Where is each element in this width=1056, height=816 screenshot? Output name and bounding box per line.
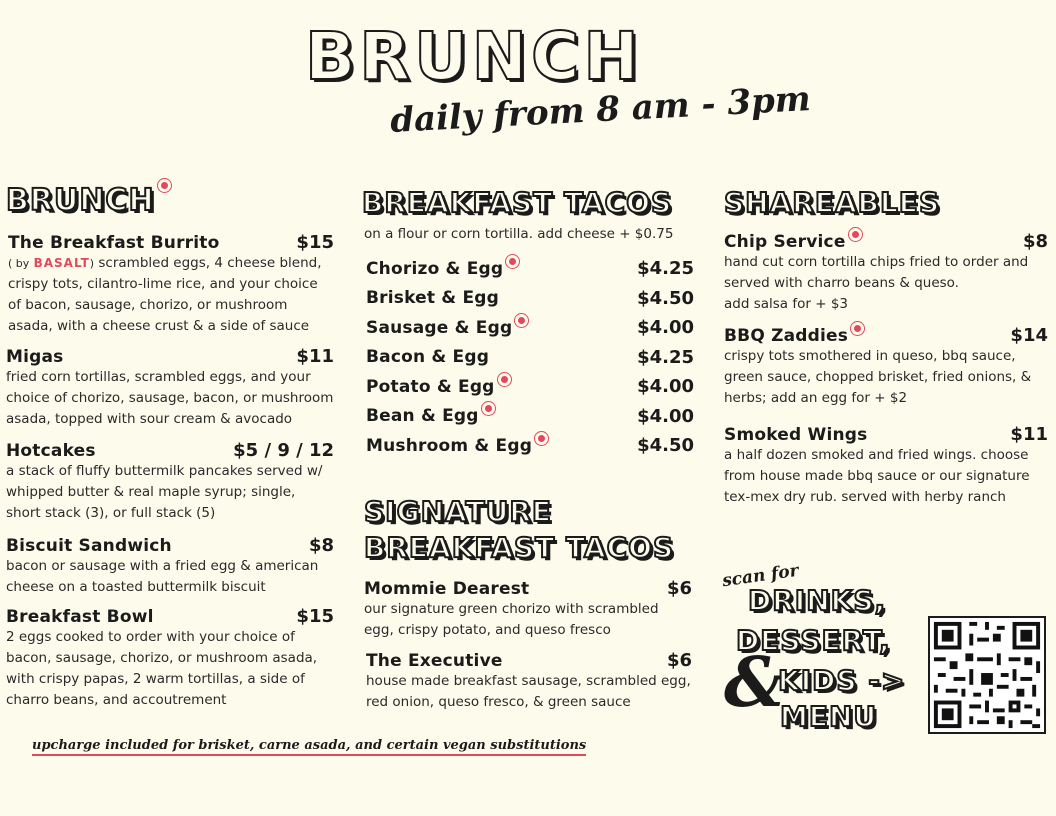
shareables-heading: SHAREABLES [724, 186, 941, 219]
item-description-text: scrambled eggs, 4 cheese blend, crispy tots, cilantro-lime rice, and your choice of bacon, sausage, chorizo, or mushroom asada, with a cheese crust & a side of sauce [8, 255, 322, 334]
item-name: Chip Service [724, 232, 862, 252]
item-extra: add salsa for + $3 [724, 296, 848, 312]
ampersand: & [724, 643, 786, 723]
scan-label: scan for [720, 560, 800, 592]
item-price: $4.00 [637, 405, 694, 427]
item-price: $4.25 [637, 258, 694, 280]
signature-item [364, 578, 692, 641]
flower-icon [515, 314, 528, 327]
item-price: $8 [1022, 231, 1048, 252]
item-description: a half dozen smoked and fried wings. choose from house made bbq sauce or our signature tex-mex dry rub. served with herby ranch [724, 447, 1030, 505]
item-price: $4.00 [637, 376, 694, 398]
item-price: $4.00 [637, 317, 694, 339]
item-name: BBQ Zaddies [724, 326, 864, 346]
item-name: The Breakfast Burrito [8, 233, 220, 253]
item-name: Bacon & Egg [366, 347, 490, 368]
basalt-logo: BASALT [33, 256, 90, 270]
item-name: Migas [6, 347, 64, 367]
item-price: $4.25 [637, 346, 694, 368]
item-price: $6 [666, 578, 692, 599]
item-name: Mommie Dearest [364, 579, 530, 599]
scan-line-dessert: DESSERT, [736, 624, 891, 657]
item-description: bacon or sausage with a fried egg & american cheese on a toasted buttermilk biscuit [6, 558, 319, 595]
tacos-note: on a flour or corn tortilla. add cheese + $0.75 [364, 226, 674, 242]
qr-code[interactable] [928, 616, 1046, 734]
flower-icon [535, 432, 548, 445]
tacos-heading: BREAKFAST TACOS [362, 186, 673, 219]
list-item [366, 372, 694, 402]
signature-item [366, 650, 692, 713]
tacos-list [366, 254, 694, 461]
item-name: Brisket & Egg [366, 288, 500, 309]
item-price: $11 [1010, 424, 1048, 445]
shareable-item [724, 325, 1048, 409]
item-description: a stack of fluffy buttermilk pancakes served w/ whipped butter & real maple syrup; single, short stack (3), or full stack (5) [6, 463, 323, 521]
brunch-item [6, 606, 334, 711]
item-name: The Executive [366, 651, 503, 671]
brunch-item [6, 440, 334, 524]
item-description: crispy tots smothered in queso, bbq sauce, green sauce, chopped brisket, fried onions, & herbs; add an egg for + $2 [724, 348, 1032, 406]
flower-icon [158, 179, 171, 192]
item-price: $5 / 9 / 12 [233, 440, 334, 461]
list-item [366, 343, 694, 373]
item-description: house made breakfast sausage, scrambled egg, red onion, queso fresco, & green sauce [366, 673, 691, 710]
item-description: fried corn tortillas, scrambled eggs, and your choice of chorizo, sausage, bacon, or mushroom asada, topped with sour cream & avocado [6, 369, 334, 427]
item-name: Hotcakes [6, 441, 96, 461]
brunch-item [8, 232, 334, 337]
item-description: 2 eggs cooked to order with your choice of bacon, sausage, chorizo, or mushroom asada, with crispy papas, 2 warm tortillas, a side of charro beans, and accoutrement [6, 629, 318, 708]
list-item [366, 431, 694, 461]
brunch-item [6, 346, 334, 430]
hours-subtitle: daily from 8 am - 3pm [389, 79, 812, 141]
list-item [366, 402, 694, 432]
qr-code-graphic [930, 618, 1044, 732]
item-name: Chorizo & Egg [366, 259, 519, 279]
upcharge-note: upcharge included for brisket, carne asada, and certain vegan substitutions [32, 738, 586, 756]
shareable-item [724, 424, 1048, 508]
by-close: ) [89, 257, 95, 270]
item-name: Smoked Wings [724, 425, 868, 445]
brunch-heading: BRUNCH [6, 183, 171, 218]
list-item [366, 254, 694, 284]
item-name: Bean & Egg [366, 406, 495, 426]
list-item [366, 284, 694, 314]
flower-icon [506, 255, 519, 268]
item-price: $15 [296, 232, 334, 253]
item-description [8, 253, 334, 337]
item-name: Sausage & Egg [366, 318, 528, 338]
list-item [366, 313, 694, 343]
item-description: hand cut corn tortilla chips fried to order and served with charro beans & queso. [724, 254, 1029, 291]
item-price: $6 [666, 650, 692, 671]
flower-icon [498, 373, 511, 386]
signature-heading [364, 494, 674, 566]
item-price: $15 [296, 606, 334, 627]
scan-line-menu: MENU [780, 700, 878, 733]
flower-icon [482, 402, 495, 415]
item-description: our signature green chorizo with scrambled egg, crispy potato, and queso fresco [364, 601, 659, 638]
signature-heading-line2: BREAKFAST TACOS [364, 531, 675, 564]
page-title: BRUNCH [305, 18, 643, 95]
item-name: Breakfast Bowl [6, 607, 154, 627]
item-name: Potato & Egg [366, 377, 511, 397]
shareable-item [724, 231, 1048, 315]
scan-line-drinks: DRINKS, [748, 584, 887, 617]
brunch-item [6, 535, 334, 598]
signature-heading-line1: SIGNATURE [364, 495, 553, 528]
item-price: $8 [308, 535, 334, 556]
by-label: ( by [8, 257, 30, 270]
item-price: $14 [1010, 325, 1048, 346]
item-name: Mushroom & Egg [366, 436, 548, 456]
item-name: Biscuit Sandwich [6, 536, 172, 556]
flower-icon [849, 228, 862, 241]
item-price: $4.50 [637, 435, 694, 457]
item-price: $11 [296, 346, 334, 367]
scan-line-kids: KIDS -> [778, 664, 906, 697]
item-price: $4.50 [637, 287, 694, 309]
flower-icon [851, 322, 864, 335]
